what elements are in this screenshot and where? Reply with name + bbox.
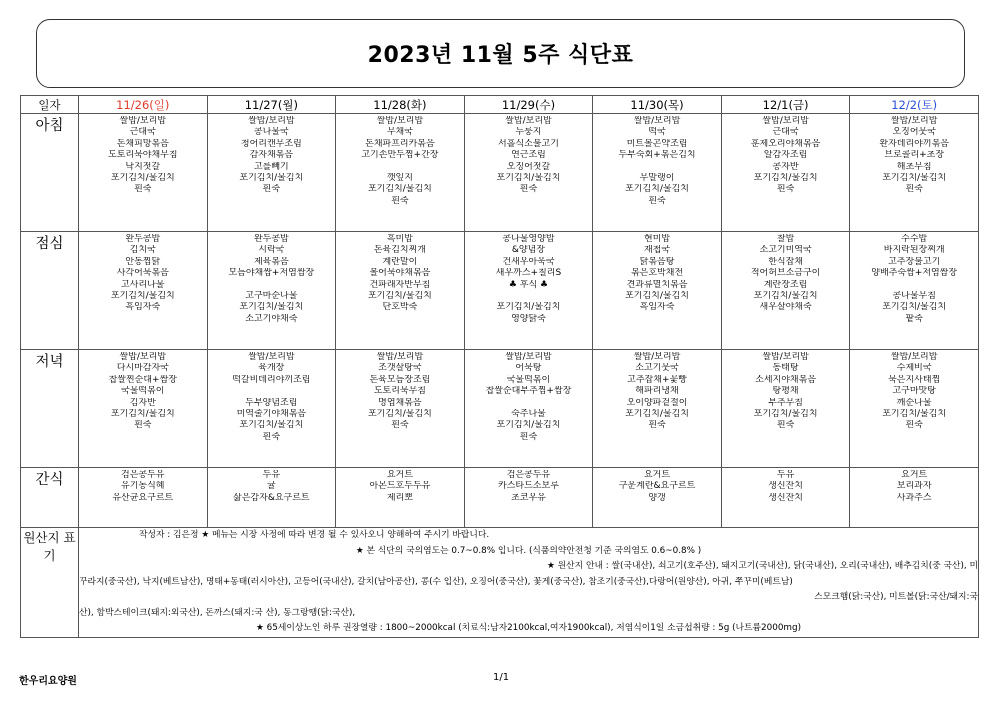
menu-cell (336, 350, 465, 468)
menu-item: 돈채피망볶음 (116, 138, 169, 149)
menu-item: 흰죽 (648, 195, 666, 206)
menu-item: 귤 (266, 481, 276, 492)
menu-item: 포기김치/물김치 (110, 291, 175, 302)
menu-cell (593, 350, 722, 468)
menu-item: 새우살야채죽 (759, 302, 812, 313)
menu-item: 재첩국 (643, 245, 671, 256)
menu-cell (850, 232, 979, 350)
menu-item: 어묵탕 (515, 363, 542, 374)
menu-item (850, 280, 978, 291)
menu-item: 초코우유 (511, 492, 546, 503)
menu-item: 고사리나물 (121, 279, 165, 290)
menu-item: 생신잔치 (768, 481, 803, 492)
menu-item: 동태탕 (772, 363, 799, 374)
menu-item: 수제비국 (896, 363, 932, 374)
menu-item: 유산균요구르트 (112, 492, 174, 503)
menu-item: 알감자조림 (763, 150, 808, 161)
menu-item: 오징어뭇국 (892, 127, 936, 138)
menu-item: 소고기야채죽 (245, 313, 298, 324)
menu-item: 건파래자반무침 (369, 279, 431, 290)
menu-item: 포기김치/물김치 (496, 420, 561, 431)
menu-item: 두부양념조림 (245, 397, 298, 408)
menu-item: 해초무침 (896, 161, 932, 172)
menu-table (20, 95, 979, 638)
menu-item: 콩나물영양밥 (502, 234, 555, 244)
menu-item: 쌀밥/보리밥 (890, 116, 938, 126)
meal-label: 점심 (21, 232, 79, 350)
menu-item: 무말랭이 (639, 173, 675, 184)
menu-item: 건새우아욱국 (502, 256, 555, 267)
notes-line: 꾸라지(중국산), 낙지(베트남산), 명태+동태(러시아산), 고등어(국내산), 갈치(남아공산), 콩(수 입산), 오징어(중국산), 꽃게(중국산), 참조기(중국산),다랑어(원양산), 아귀, 쭈꾸미(베트남) (79, 576, 793, 587)
menu-item: 오징어젓갈 (506, 161, 551, 172)
menu-cell (207, 232, 336, 350)
menu-item: 제리뽀 (386, 492, 413, 503)
menu-item: 두유 (262, 470, 281, 480)
menu-item: 유기농식혜 (121, 481, 165, 492)
menu-item: 고추잡채+꽃빵 (627, 374, 687, 385)
menu-item: 흰죽 (905, 184, 923, 195)
menu-item: 쌀밥/보리밥 (633, 352, 681, 362)
menu-item: 콩나물무침 (892, 291, 936, 302)
menu-item: 계란말이 (382, 256, 418, 267)
notes-line: ★ 65세이상노인 하루 권장열량 : 1800~2000kcal (치료식:남자2100kcal,여자1900kcal), 저염식이1일 소금섭취량 : 5g (나트륨2000mg) (255, 623, 802, 633)
menu-item: 흰죽 (776, 420, 795, 431)
menu-item: 고를빼기 (253, 161, 289, 172)
menu-item: 포기김치/물김치 (367, 409, 432, 420)
menu-cell (207, 350, 336, 468)
menu-cell (336, 114, 465, 232)
menu-item: 모듬야채쌈+저염쌈장 (228, 268, 315, 279)
menu-cell (207, 468, 336, 528)
menu-item: 쌀밥/보리밥 (505, 352, 552, 362)
menu-item (336, 162, 464, 173)
meal-row (21, 114, 979, 232)
menu-item: 깻잎지 (386, 173, 413, 184)
menu-item: 현미밥 (643, 234, 671, 244)
menu-item: 팥죽 (905, 313, 923, 324)
menu-item: 포기김치/물김치 (367, 184, 432, 195)
menu-cell (593, 114, 722, 232)
menu-cell (464, 468, 593, 528)
menu-cell (593, 232, 722, 350)
menu-item: 흰죽 (134, 184, 152, 195)
meal-label: 아침 (21, 114, 79, 232)
notes-line: 산), 함박스테이크(돼지:외국산), 돈까스(돼지:국 산), 동그랑땡(닭:국산), (79, 607, 356, 618)
menu-item: 흑임자죽 (639, 302, 675, 313)
menu-item: 검은콩두유 (506, 470, 551, 480)
menu-item: 제육볶음 (253, 256, 289, 267)
menu-item: 흑미밥 (386, 234, 413, 244)
menu-item: 시락국 (258, 245, 285, 256)
menu-item: 양배추숙쌈+저염쌈장 (871, 268, 958, 279)
day-header: 11/28(화) (336, 96, 465, 114)
menu-item: 떡갈비데리야끼조림 (232, 374, 311, 385)
menu-item: 쌀밥/보리밥 (119, 352, 167, 362)
meal-row (21, 468, 979, 528)
menu-item (208, 280, 336, 291)
menu-item: 근대국 (129, 127, 156, 138)
menu-item: 육개장 (258, 363, 285, 374)
menu-item: 요거트 (386, 470, 413, 480)
menu-item: 흰죽 (905, 420, 923, 431)
notes-cell (79, 528, 979, 638)
menu-item: 고기손만두찜+간장 (361, 150, 439, 161)
menu-item: 쌀밥/보리밥 (890, 352, 938, 362)
menu-item: 흰죽 (519, 184, 538, 195)
menu-item: 청어리캔무조림 (240, 138, 302, 149)
menu-item: 완두콩밥 (125, 234, 161, 244)
menu-item: 김자반 (129, 397, 156, 408)
menu-item: 사과주스 (896, 492, 932, 503)
organization-name: 한우리요양원 (19, 676, 77, 687)
menu-cell (336, 232, 465, 350)
menu-item: 두부숙회+볶은김치 (618, 150, 696, 161)
menu-item: 쌀밥/보리밥 (248, 116, 295, 126)
menu-item: ♣ 후식 ♣ (508, 279, 549, 290)
menu-item: 완두콩밥 (253, 234, 289, 244)
menu-item: 계란장조림 (763, 279, 808, 290)
menu-item: 견과류멸치볶음 (626, 279, 688, 290)
menu-cell (850, 468, 979, 528)
menu-item: 훈제오리야채볶음 (750, 138, 821, 149)
menu-item: 돈채파프리카볶음 (365, 138, 435, 149)
menu-item: 무채국 (386, 127, 413, 138)
menu-item: 포기김치/물김치 (239, 173, 304, 184)
menu-item: 국물떡볶이 (121, 386, 165, 397)
menu-item (208, 386, 336, 397)
origin-label: 원산지 표기 (21, 528, 79, 638)
menu-item: 흰죽 (519, 431, 538, 442)
menu-item (593, 162, 721, 173)
menu-item: 요거트 (901, 470, 928, 480)
menu-item: 소세지야채볶음 (755, 374, 817, 385)
meal-label: 간식 (21, 468, 79, 528)
menu-item: 김치국 (129, 245, 156, 256)
menu-cell (79, 468, 208, 528)
menu-item: 찹쌀찐순대+쌈장 (108, 374, 177, 385)
menu-item: 낙지젓갈 (125, 161, 161, 172)
menu-item: 포기김치/물김치 (753, 291, 818, 302)
menu-item: 두유 (776, 470, 795, 480)
menu-item: 안동찜닭 (125, 256, 161, 267)
menu-item: 포기김치/물김치 (367, 291, 432, 302)
menu-item: 콩나물국 (253, 127, 289, 138)
menu-item: 포기김치/물김치 (110, 409, 175, 420)
menu-cell (79, 350, 208, 468)
menu-item: 한식잡채 (768, 256, 803, 267)
menu-item: 새우까스+칠리S (495, 268, 562, 279)
day-header: 11/26(일) (79, 96, 208, 114)
menu-cell (464, 232, 593, 350)
menu-cell (79, 114, 208, 232)
menu-item: 포기김치/물김치 (625, 409, 689, 420)
menu-item: 포기김치/물김치 (496, 302, 561, 313)
menu-item: &양념장 (511, 245, 546, 256)
menu-item: 닭볶음탕 (639, 256, 675, 267)
menu-item: 흰죽 (776, 184, 795, 195)
menu-item: 고구마맛탕 (892, 386, 936, 397)
menu-item: 포기김치/물김치 (239, 302, 304, 313)
menu-item: 흰죽 (391, 195, 409, 206)
notes-line: ★ 본 식단의 국의염도는 0.7~0.8% 입니다. (식품의약안전청 기준 국의염도 0.6~0.8% ) (355, 545, 702, 556)
menu-item: 누룽지 (515, 127, 542, 138)
menu-item: 보리과자 (896, 481, 932, 492)
menu-item: 조갯살탕국 (378, 363, 422, 374)
menu-item: 찰밥 (776, 234, 795, 244)
menu-item: 쌀밥/보리밥 (762, 116, 809, 126)
menu-item: 서흘식소불고기 (498, 138, 559, 149)
date-header-label: 일자 (21, 96, 79, 114)
menu-cell (850, 114, 979, 232)
menu-item: 포기김치/물김치 (239, 420, 304, 431)
menu-item: 도토리묵야채무침 (108, 150, 178, 161)
menu-item: 흰죽 (391, 420, 409, 431)
menu-item: 연근조림 (511, 150, 546, 161)
menu-item: 쌀밥/보리밥 (376, 352, 424, 362)
menu-item: 카스타드소보루 (498, 481, 559, 492)
header-row (21, 96, 979, 114)
menu-item: 브로콜리+초장 (884, 150, 945, 161)
menu-item: 묵은지사태찜 (888, 374, 941, 385)
day-header: 11/29(수) (464, 96, 593, 114)
menu-item: 탕평채 (772, 386, 799, 397)
menu-cell (464, 350, 593, 468)
menu-item: 요거트 (643, 470, 671, 480)
menu-item: 근대국 (772, 127, 799, 138)
menu-item: 포기김치/물김치 (882, 173, 947, 184)
menu-item: 떡국 (648, 127, 666, 138)
menu-item: 포기김치/물김치 (625, 291, 689, 302)
menu-item: 바지락된장찌개 (883, 245, 945, 256)
menu-item: 흑임자죽 (125, 302, 161, 313)
menu-item: 검은콩두유 (121, 470, 165, 480)
menu-item: 고추장불고기 (888, 256, 941, 267)
menu-cell (721, 114, 850, 232)
menu-item: 미역줄기야채볶음 (236, 409, 307, 420)
menu-item: 오이양파겉절이 (626, 397, 688, 408)
menu-cell (79, 232, 208, 350)
menu-item: 흰죽 (648, 420, 666, 431)
menu-item: 쌀밥/보리밥 (248, 352, 295, 362)
menu-item: 사각어묵볶음 (116, 268, 169, 279)
menu-item: 포기김치/물김치 (753, 409, 818, 420)
notes-line: 스모크햄(닭:국산), 미트볼(닭:국산/돼지:국 (814, 592, 978, 602)
menu-item: 영양닭죽 (511, 313, 546, 324)
day-header: 12/2(토) (850, 96, 979, 114)
menu-item: 고구마순나물 (245, 291, 298, 302)
menu-item: 적어허브소금구이 (750, 268, 821, 279)
day-header: 12/1(금) (721, 96, 850, 114)
menu-item: 포기김치/물김치 (625, 184, 689, 195)
menu-cell (207, 114, 336, 232)
menu-cell (593, 468, 722, 528)
menu-cell (721, 350, 850, 468)
menu-item: 양갱 (648, 492, 666, 503)
menu-item: 포기김치/물김치 (882, 409, 947, 420)
menu-item: 돈육모듬장조림 (369, 374, 431, 385)
menu-item: 국물떡볶이 (506, 374, 551, 385)
menu-item: 부추무침 (768, 397, 803, 408)
menu-cell (721, 468, 850, 528)
menu-item: 해파리냉채 (635, 386, 679, 397)
page-number: 1/1 (493, 672, 510, 683)
menu-item: 감자채볶음 (249, 150, 294, 161)
menu-item: 찹쌀순대부추찜+쌈장 (485, 386, 572, 397)
notes-line: ★ 원산지 안내 : 쌀(국내산), 쇠고기(호주산), 돼지고기(국내산), 닭(국내산), 오리(국내산), 배추김치(중 국산), 미 (547, 561, 978, 571)
menu-item: 돈육김치찌개 (373, 245, 426, 256)
menu-item (465, 291, 593, 302)
day-header: 11/30(목) (593, 96, 722, 114)
menu-item: 다시마감자국 (116, 363, 169, 374)
notes-row (21, 528, 979, 638)
menu-item: 삶은감자&요구르트 (233, 492, 310, 503)
menu-item: 포기김치/물김치 (496, 173, 561, 184)
menu-item (465, 398, 593, 409)
menu-item: 흰죽 (262, 431, 281, 442)
menu-item: 숙주나물 (511, 409, 546, 420)
menu-item: 명엽채볶음 (378, 397, 422, 408)
menu-item: 흰죽 (262, 184, 281, 195)
menu-item: 볼어묵야채볶음 (369, 268, 431, 279)
page-title: 2023년 11월 5주 식단표 (367, 43, 634, 68)
menu-item: 도토리묵무침 (373, 386, 426, 397)
menu-item: 소고기미역국 (759, 245, 812, 256)
title-box (36, 19, 965, 88)
menu-item: 완자데리야끼볶음 (879, 138, 949, 149)
menu-cell (721, 232, 850, 350)
meal-row (21, 232, 979, 350)
menu-item: 수수밥 (901, 234, 928, 244)
menu-item: 볶은호박채전 (630, 268, 684, 279)
menu-cell (336, 468, 465, 528)
menu-item: 생신잔치 (768, 492, 803, 503)
menu-cell (850, 350, 979, 468)
menu-cell (464, 114, 593, 232)
menu-item: 쌀밥/보리밥 (633, 116, 681, 126)
notes-line: 작성자 : 김은정 ★ 메뉴는 시장 사정에 따라 변경 될 수 있사오니 양해하여 주시기 바랍니다. (139, 530, 490, 540)
menu-item: 미트볼곤약조림 (626, 138, 688, 149)
menu-item: 쌀밥/보리밥 (119, 116, 167, 126)
menu-item: 포기김치/물김치 (753, 173, 818, 184)
meal-label: 저녁 (21, 350, 79, 468)
day-header: 11/27(월) (207, 96, 336, 114)
menu-item: 콩자반 (772, 161, 799, 172)
meal-row (21, 350, 979, 468)
menu-item: 흰죽 (134, 420, 152, 431)
menu-item: 쌀밥/보리밥 (762, 352, 809, 362)
menu-item: 포기김치/물김치 (110, 173, 175, 184)
menu-item: 아몬드호두두유 (369, 481, 431, 492)
menu-item: 깨순나물 (896, 397, 932, 408)
menu-item: 구운계란&요구르트 (618, 481, 696, 492)
menu-item: 쌀밥/보리밥 (505, 116, 552, 126)
menu-item: 쌀밥/보리밥 (376, 116, 424, 126)
menu-item: 단호박죽 (382, 302, 418, 313)
menu-item: 소고기뭇국 (635, 363, 679, 374)
menu-item: 포기김치/물김치 (882, 302, 947, 313)
